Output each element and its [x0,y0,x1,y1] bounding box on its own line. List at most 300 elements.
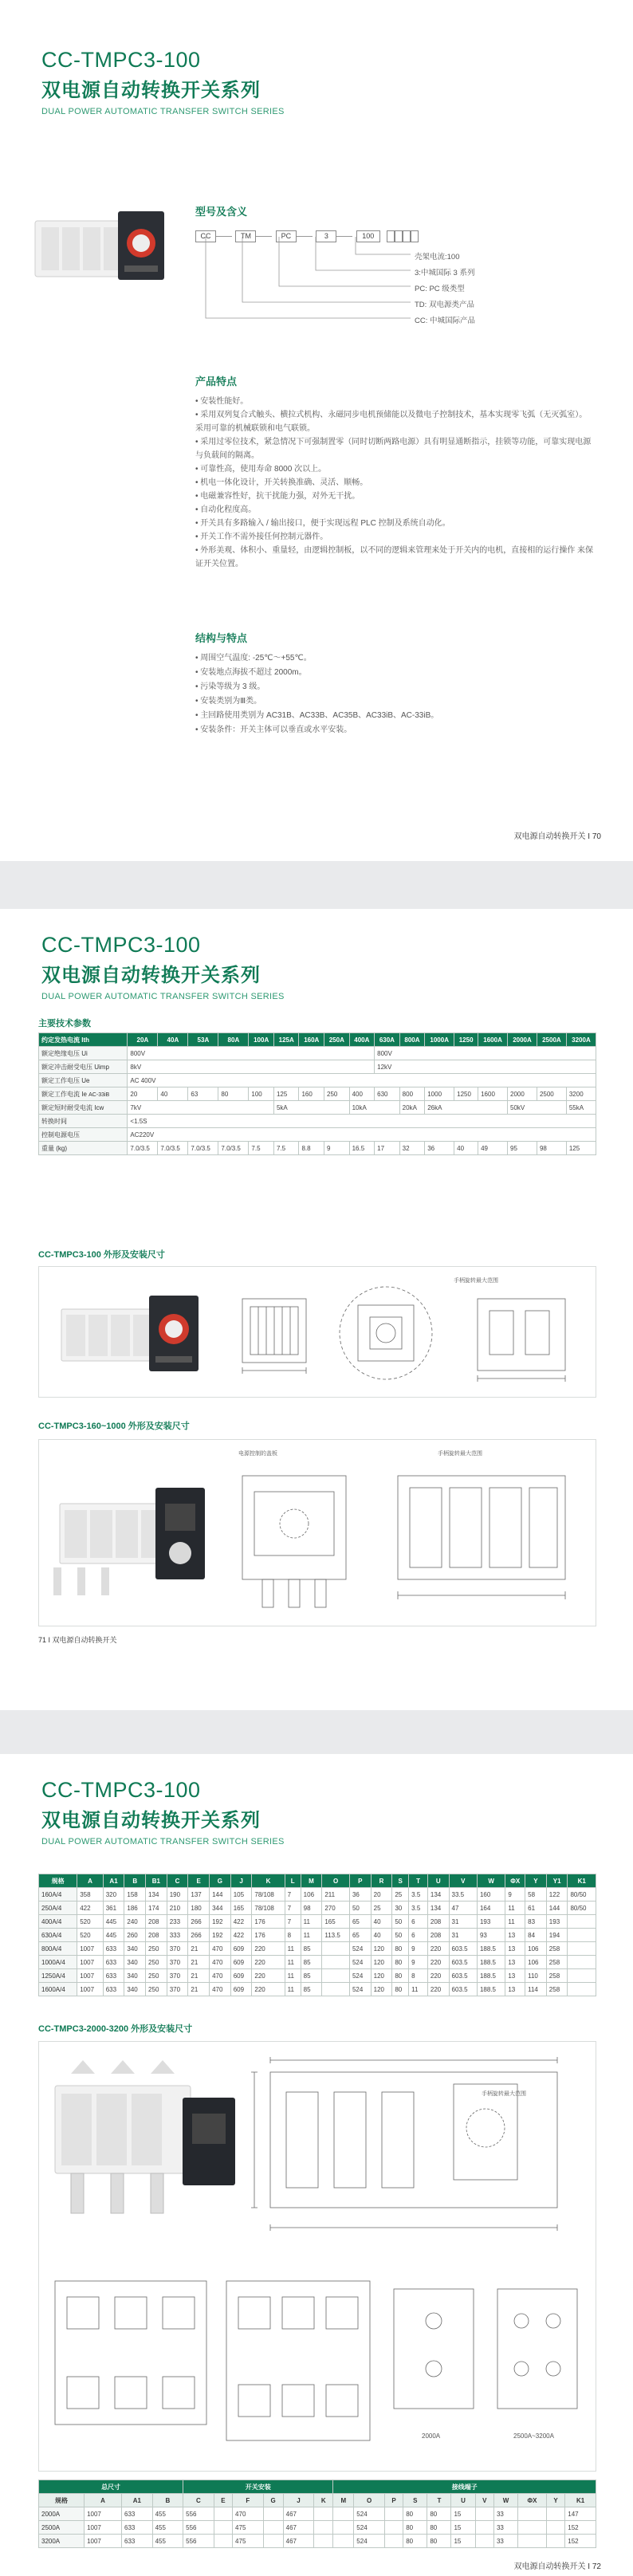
fig2-handle-label: 手柄旋转最大范围 [438,1451,482,1457]
table-cell: 25 [371,1902,392,1915]
table-cell: 2500 [537,1087,566,1101]
table-row [39,1888,596,1902]
table-cell: 134 [427,1888,449,1902]
table-cell: 6 [409,1929,428,1942]
table-row [39,1983,596,1996]
table-cell: 144 [546,1902,568,1915]
tech-params-table [38,1032,596,1155]
table-cell: 208 [427,1929,449,1942]
table-cell [568,1942,596,1956]
table-cell [568,1929,596,1942]
table-cell: 7 [285,1888,301,1902]
table-cell: 122 [546,1888,568,1902]
table-cell: 250 [324,1087,350,1101]
table-cell: 633 [122,2507,153,2521]
table-cell: 58 [525,1888,547,1902]
table-header-cell: 125A [273,1033,299,1047]
fig1-title: CC-TMPC3-100 外形及安装尺寸 [38,1250,165,1260]
table-cell: 208 [146,1915,167,1929]
structure-section [195,630,594,737]
table-header-cell: 规格 [39,2494,85,2507]
table-cell: 467 [283,2521,314,2535]
table-header-cell: 40A [158,1033,188,1047]
table-cell: 80 [403,2535,427,2548]
table-cell: 15 [451,2535,475,2548]
fig2-title: CC-TMPC3-160~1000 外形及安装尺寸 [38,1422,190,1431]
table-cell [475,2507,493,2521]
table-cell: 98 [537,1142,566,1155]
table-cell: 160 [299,1087,324,1101]
model-desc-line: CC: 中城国际产品 [415,317,476,325]
table-cell: 21 [188,1956,210,1969]
table-header-cell: 1600A [478,1033,508,1047]
table-cell: 125 [273,1087,299,1101]
table-cell [568,1983,596,1996]
table-cell: 80/50 [568,1888,596,1902]
table-cell: 40 [371,1915,392,1929]
table-cell: 445 [103,1929,124,1942]
table-cell: 9 [505,1888,525,1902]
table-cell: 80 [392,1969,409,1983]
model-section [195,203,476,325]
table-cell: 125 [566,1142,596,1155]
table-cell: 422 [230,1929,252,1942]
table-cell: 190 [167,1888,188,1902]
table-cell: 55kA [566,1101,596,1115]
table-cell: 370 [167,1969,188,1983]
table-cell: 1007 [85,2507,122,2521]
table-cell: 467 [283,2507,314,2521]
feature-item: • 机电一体化设计，开关转换准确、灵活、顺畅。 [195,478,368,487]
table-cell: 2000 [508,1087,537,1101]
catalog-page-72 [0,1754,633,2576]
table-header-row [39,2494,596,2507]
table-cell: 524 [349,1956,371,1969]
table-cell [568,1969,596,1983]
table-cell: 188.5 [477,1983,505,1996]
table-cell [384,2521,403,2535]
table-cell: 475 [233,2535,264,2548]
table-header-cell: K1 [565,2494,596,2507]
model-desc-line: TD: 双电源类产品 [415,301,474,309]
table-cell: 13 [505,1956,525,1969]
table-cell: 220 [252,1942,285,1956]
table-cell: 633 [122,2521,153,2535]
table-cell: 98 [301,1902,322,1915]
table-cell: 176 [252,1915,285,1929]
table-cell: 36 [349,1888,371,1902]
fig3-handle-label: 手柄旋转最大范围 [482,2091,526,2097]
fig2-box [38,1439,596,1626]
table-header-cell: B [152,2494,183,2507]
row-label: 额定冲击耐受电压 Uimp [39,1060,128,1074]
table-cell: 556 [183,2535,214,2548]
table-header-cell: Y [546,2494,564,2507]
table-header-cell: B1 [146,1874,167,1888]
table-cell: 40 [158,1087,188,1101]
table-header-cell: ΦX [518,2494,547,2507]
features-section [195,373,594,571]
table-cell: 370 [167,1983,188,1996]
table-cell: 147 [565,2507,596,2521]
table-cell: 633 [103,1956,124,1969]
table-header-cell: F [233,2494,264,2507]
table-header-cell: 160A [299,1033,324,1047]
table-header-cell: A1 [103,1874,124,1888]
table-cell: 21 [188,1942,210,1956]
table-cell: 9 [324,1142,350,1155]
table-cell [384,2535,403,2548]
table-cell: 258 [546,1942,568,1956]
dimensions-table [38,1874,596,1996]
series-code: CC-TMPC3-100 [41,933,201,957]
page-footer: 双电源自动转换开关 I 72 [513,2562,601,2571]
table-cell: 3200 [566,1087,596,1101]
table-cell: 260 [124,1929,146,1942]
table-header-cell: A1 [122,2494,153,2507]
table-cell: 445 [103,1915,124,1929]
table-cell: 1007 [77,1983,103,1996]
model-desc-line: 壳架电流:100 [415,253,460,262]
table-cell [546,2507,564,2521]
table-cell: 113.5 [322,1929,350,1942]
table-cell: 21 [188,1969,210,1983]
table-header-cell: C [183,2494,214,2507]
table-header-row [39,1033,596,1047]
table-cell: 40 [454,1142,478,1155]
table-cell: 344 [210,1902,231,1915]
series-title-en: DUAL POWER AUTOMATIC TRANSFER SWITCH SERIES [41,1837,285,1846]
table-cell: 25 [392,1888,409,1902]
table-cell: 370 [167,1956,188,1969]
series-title-cn: 双电源自动转换开关系列 [41,80,261,101]
row-sublabel: AC-33iB [88,1091,110,1098]
table-cell: 80 [392,1956,409,1969]
page-footer: 71 I 双电源自动转换开关 [38,1636,117,1644]
table-cell: 266 [188,1929,210,1942]
row-label: 1000A/4 [39,1956,77,1969]
table-cell: 240 [124,1915,146,1929]
page-header [41,933,285,1001]
table-row [39,1902,596,1915]
table-cell: 13 [505,1942,525,1956]
table-cell [322,1983,350,1996]
table-header-cell: S [392,1874,409,1888]
table-header-cell: E [214,2494,232,2507]
table-cell: 333 [167,1929,188,1942]
table-row [39,1047,596,1060]
table-cell [546,2521,564,2535]
table-cell: 85 [301,1956,322,1969]
row-label: 250A/4 [39,1902,77,1915]
feature-item: • 自动化程度高。 [195,505,257,514]
table-cell [518,2521,547,2535]
table-cell: 80 [427,2535,451,2548]
table-row [39,1969,596,1983]
table-cell: 11 [285,1942,301,1956]
table-cell: 340 [124,1956,146,1969]
row-label-text: 额定工作电流 Ie [41,1090,87,1098]
table-header-cell: W [493,2494,517,2507]
table-cell: 165 [230,1902,252,1915]
table-cell: 32 [399,1142,425,1155]
table-cell: 455 [152,2521,183,2535]
page-header [41,1778,285,1846]
row-label: 160A/4 [39,1888,77,1902]
feature-item: 采用可靠的机械联锁和电气联锁。 [195,424,315,433]
table-cell [263,2535,283,2548]
table-cell: 49 [478,1142,508,1155]
table-cell: 455 [152,2507,183,2521]
table-header-cell: L [285,1874,301,1888]
table-cell: 193 [546,1915,568,1929]
table-cell: 50 [392,1915,409,1929]
table-header-cell: 3200A [566,1033,596,1047]
table-cell: 85 [301,1983,322,1996]
table-header-cell: 250A [324,1033,350,1047]
table-header-cell: T [409,1874,428,1888]
structure-item: • 安装类别为Ⅲ类。 [195,697,262,706]
row-label: 800A/4 [39,1942,77,1956]
table-cell: 192 [210,1915,231,1929]
table-cell: 85 [301,1969,322,1983]
table-row [39,1115,596,1128]
table-cell: 176 [252,1929,285,1942]
table-row [39,1929,596,1942]
features-title: 产品特点 [195,376,238,387]
table-header-cell: K1 [568,1874,596,1888]
table-cell [568,1915,596,1929]
table-cell [322,1956,350,1969]
row-label: 转换时间 [39,1115,128,1128]
table-cell: 84 [525,1929,547,1942]
table-cell: 1007 [85,2535,122,2548]
table-header-cell: Y1 [546,1874,568,1888]
table-header-cell: J [283,2494,314,2507]
table-cell: 106 [525,1942,547,1956]
table-header-cell: 800A [399,1033,425,1047]
table-cell: 422 [77,1902,103,1915]
table-cell: 1007 [77,1956,103,1969]
table-cell: 65 [349,1915,371,1929]
feature-item: • 电磁兼容性好，抗干扰能力强，对外无干扰。 [195,492,360,501]
table-header-cell: 约定发热电流 Ith [39,1033,128,1047]
table-group-header-row [39,2480,596,2494]
fig2-product-photo [53,1456,213,1607]
model-box: 100 [356,230,380,242]
table-cell [214,2521,232,2535]
table-cell: 467 [283,2535,314,2548]
table-cell: 609 [230,1969,252,1983]
table-cell: 220 [427,1942,449,1956]
table-row [39,2507,596,2521]
table-cell: 220 [427,1983,449,1996]
table-row [39,2535,596,2548]
table-cell: 83 [525,1915,547,1929]
table-cell: 152 [565,2521,596,2535]
table-cell: 144 [210,1888,231,1902]
table-cell: 31 [449,1929,477,1942]
table-header-cell: B [124,1874,146,1888]
table-row [39,1915,596,1929]
table-cell: 250 [146,1969,167,1983]
table-cell: 422 [230,1915,252,1929]
fig3-front-drawing [238,2048,589,2252]
table-header-cell: A [77,1874,103,1888]
table-cell: 30 [392,1902,409,1915]
series-code: CC-TMPC3-100 [41,1778,201,1802]
table-cell: 120 [371,1956,392,1969]
table-header-cell: A [85,2494,122,2507]
table-cell: 11 [285,1983,301,1996]
table-cell: 633 [103,1969,124,1983]
table-cell: 33 [493,2535,517,2548]
table-cell: 633 [103,1983,124,1996]
row-label [39,1087,128,1101]
series-title-cn: 双电源自动转换开关系列 [41,1810,261,1831]
table-cell: 20kA [399,1101,425,1115]
table-cell [475,2521,493,2535]
table-cell [322,1942,350,1956]
table-header-cell: O [322,1874,350,1888]
table-header-cell: 1000A [425,1033,454,1047]
row-label: 2000A [39,2507,85,2521]
table-cell: 16.5 [349,1142,375,1155]
table-cell [314,2507,333,2521]
table-header-cell: 20A [128,1033,158,1047]
table-header-cell: 80A [218,1033,249,1047]
table-cell: 1000 [425,1087,454,1101]
feature-item: • 采用双列复合式触头、横拉式机构、永磁同步电机预储能以及微电子控制技术，基本实现零飞弧（无灭弧室）。 [195,411,588,419]
model-description [415,250,475,329]
table-cell: 9 [409,1956,428,1969]
table-cell: 12kV [375,1060,596,1074]
table-cell: 7 [285,1915,301,1929]
table-cell [333,2535,354,2548]
table-cell: 78/108 [252,1902,285,1915]
row-label: 3200A [39,2535,85,2548]
table-cell: 15 [451,2521,475,2535]
table-cell [568,1956,596,1969]
table-header-cell: C [167,1874,188,1888]
table-cell: 220 [252,1969,285,1983]
table-cell: 174 [146,1902,167,1915]
table-cell: 370 [167,1942,188,1956]
table-cell: 120 [371,1969,392,1983]
table-cell: 80 [392,1983,409,1996]
table-cell: 7.0/3.5 [128,1142,158,1155]
table-cell: 106 [301,1888,322,1902]
large-frame-table [38,2480,596,2548]
table-header-cell: T [427,2494,451,2507]
table-cell [314,2535,333,2548]
table-cell [263,2507,283,2521]
table-cell: 250 [146,1983,167,1996]
table-cell: 21 [188,1983,210,1996]
table-cell: 524 [349,1942,371,1956]
table-cell: 11 [285,1969,301,1983]
row-label: 1250A/4 [39,1969,77,1983]
table-cell: 13 [505,1929,525,1942]
feature-item: • 可靠性高，使用寿命 8000 次以上。 [195,465,327,474]
model-desc-line: PC: PC 级类型 [415,285,465,293]
fig1-product-photo [53,1273,213,1393]
table-header-cell: G [263,2494,283,2507]
table-cell: 80 [403,2507,427,2521]
table-cell: 33 [493,2507,517,2521]
row-label: 额定工作电压 Ue [39,1074,128,1087]
table-cell: 8.8 [299,1142,324,1155]
table-cell: 609 [230,1956,252,1969]
table-cell: 93 [477,1929,505,1942]
table-cell: 800 [399,1087,425,1101]
table-cell: 250 [146,1956,167,1969]
table-row [39,1942,596,1956]
table-cell: 13 [505,1983,525,1996]
table-cell: 15 [451,2507,475,2521]
table-cell: 520 [77,1929,103,1942]
table-header-cell: O [354,2494,385,2507]
table-header-cell: W [477,1874,505,1888]
table-cell: 8 [409,1969,428,1983]
table-cell: 17 [375,1142,400,1155]
table-cell: 470 [210,1983,231,1996]
table-cell: 80 [403,2521,427,2535]
table-row [39,1060,596,1074]
table-cell: 1600 [478,1087,508,1101]
table-header-cell: 400A [349,1033,375,1047]
table-cell: 85 [301,1942,322,1956]
table-cell: 211 [322,1888,350,1902]
table-cell: <1.5S [128,1115,596,1128]
table-cell: 603.5 [449,1956,477,1969]
table-cell: 340 [124,1942,146,1956]
structure-item: • 安装地点海拔不超过 2000m。 [195,668,307,677]
table-header-cell: E [188,1874,210,1888]
table-cell: 180 [188,1902,210,1915]
structure-item: • 主回路使用类别为 AC31B、AC33B、AC35B、AC33iB、AC-33iB。 [195,711,439,720]
table-cell: 194 [546,1929,568,1942]
table-cell: 470 [210,1969,231,1983]
row-label: 400A/4 [39,1915,77,1929]
group-header: 总尺寸 [39,2480,183,2494]
table-cell: 100 [249,1087,274,1101]
table-cell: 1007 [77,1969,103,1983]
fig1-handle-label: 手柄旋转最大范围 [454,1278,498,1284]
table-cell: 11 [505,1915,525,1929]
table-cell: 7.0/3.5 [188,1142,218,1155]
table-cell: 250 [146,1942,167,1956]
fig1-side-drawing [326,1273,446,1393]
table-cell [475,2535,493,2548]
table-cell: 556 [183,2507,214,2521]
table-cell: 50kV [508,1101,567,1115]
structure-list [195,651,594,737]
group-header: 开关安装 [183,2480,333,2494]
table-header-cell: V [449,1874,477,1888]
table-header-cell: S [403,2494,427,2507]
table-cell: 266 [188,1915,210,1929]
table-header-cell: J [230,1874,252,1888]
table-cell: 470 [210,1942,231,1956]
table-cell [333,2507,354,2521]
table-cell: 8kV [128,1060,375,1074]
feature-item: • 安装性能好。 [195,397,249,406]
table-cell: 120 [371,1983,392,1996]
table-cell: 400 [349,1087,375,1101]
table-header-cell: P [349,1874,371,1888]
page-header [41,48,285,116]
